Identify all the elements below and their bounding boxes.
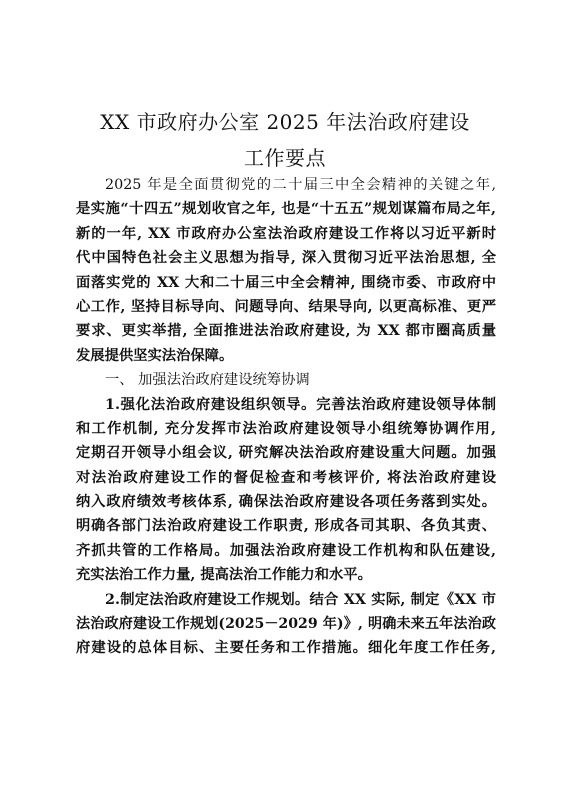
document-title: [60, 104, 510, 176]
document-body: [76, 173, 496, 661]
intro-line: 心工作, 坚持目标导向、问题导向、结果导向, 以更高标准、更严: [76, 298, 496, 315]
item-line: 定期召开领导小组会议, 研究解决法治政府建设重大问题。加强: [76, 445, 496, 462]
item-line: 充实法治工作力量, 提高法治工作能力和水平。: [76, 567, 372, 584]
intro-line: 面落实党的 XX 大和二十届三中全会精神, 围绕市委、市政府中: [76, 274, 496, 291]
intro-line: 2025 年是全面贯彻党的二十届三中全会精神的关键之年,: [105, 177, 496, 193]
intro-line: 发展提供坚实法治保障。: [76, 347, 234, 364]
item-line: 明确各部门法治政府建设工作职责, 形成各司其职、各负其责、: [76, 518, 496, 535]
item-line: 府建设的总体目标、主要任务和工作措施。细化年度工作任务,: [76, 640, 496, 657]
intro-line: 新的一年, XX 市政府办公室法治政府建设工作将以习近平新时: [76, 225, 496, 242]
title-line-1: XX 市政府办公室 2025 年法治政府建设: [100, 110, 470, 134]
intro-line: 是实施“十四五”规划收官之年, 也是“十五五”规划谋篇布局之年,: [76, 201, 496, 218]
item-line: 对法治政府建设工作的督促检查和考核评价, 将法治政府建设: [76, 469, 496, 486]
item-line: 纳入政府绩效考核体系, 确保法治政府建设各项任务落到实处。: [76, 494, 496, 511]
item-line: 法治政府建设工作规划(2025－2029 年)》, 明确未来五年法治政: [76, 616, 496, 633]
intro-line: 要求、更实举措, 全面推进法治政府建设, 为 XX 都市圈高质量: [76, 323, 496, 340]
item-line: 2.制定法治政府建设工作规划。结合 XX 实际, 制定《XX 市: [105, 591, 496, 608]
item-line: 1.强化法治政府建设组织领导。完善法治政府建设领导体制: [105, 396, 496, 413]
item-line: 齐抓共管的工作格局。加强法治政府建设工作机构和队伍建设,: [76, 542, 496, 559]
intro-line: 代中国特色社会主义思想为指导, 深入贯彻习近平法治思想, 全: [76, 250, 496, 267]
item-line: 和工作机制, 充分发挥市法治政府建设领导小组统筹协调作用,: [76, 420, 496, 437]
title-line-2: 工作要点: [244, 146, 326, 170]
section-heading: 一、 加强法治政府建设统筹协调: [105, 372, 310, 389]
